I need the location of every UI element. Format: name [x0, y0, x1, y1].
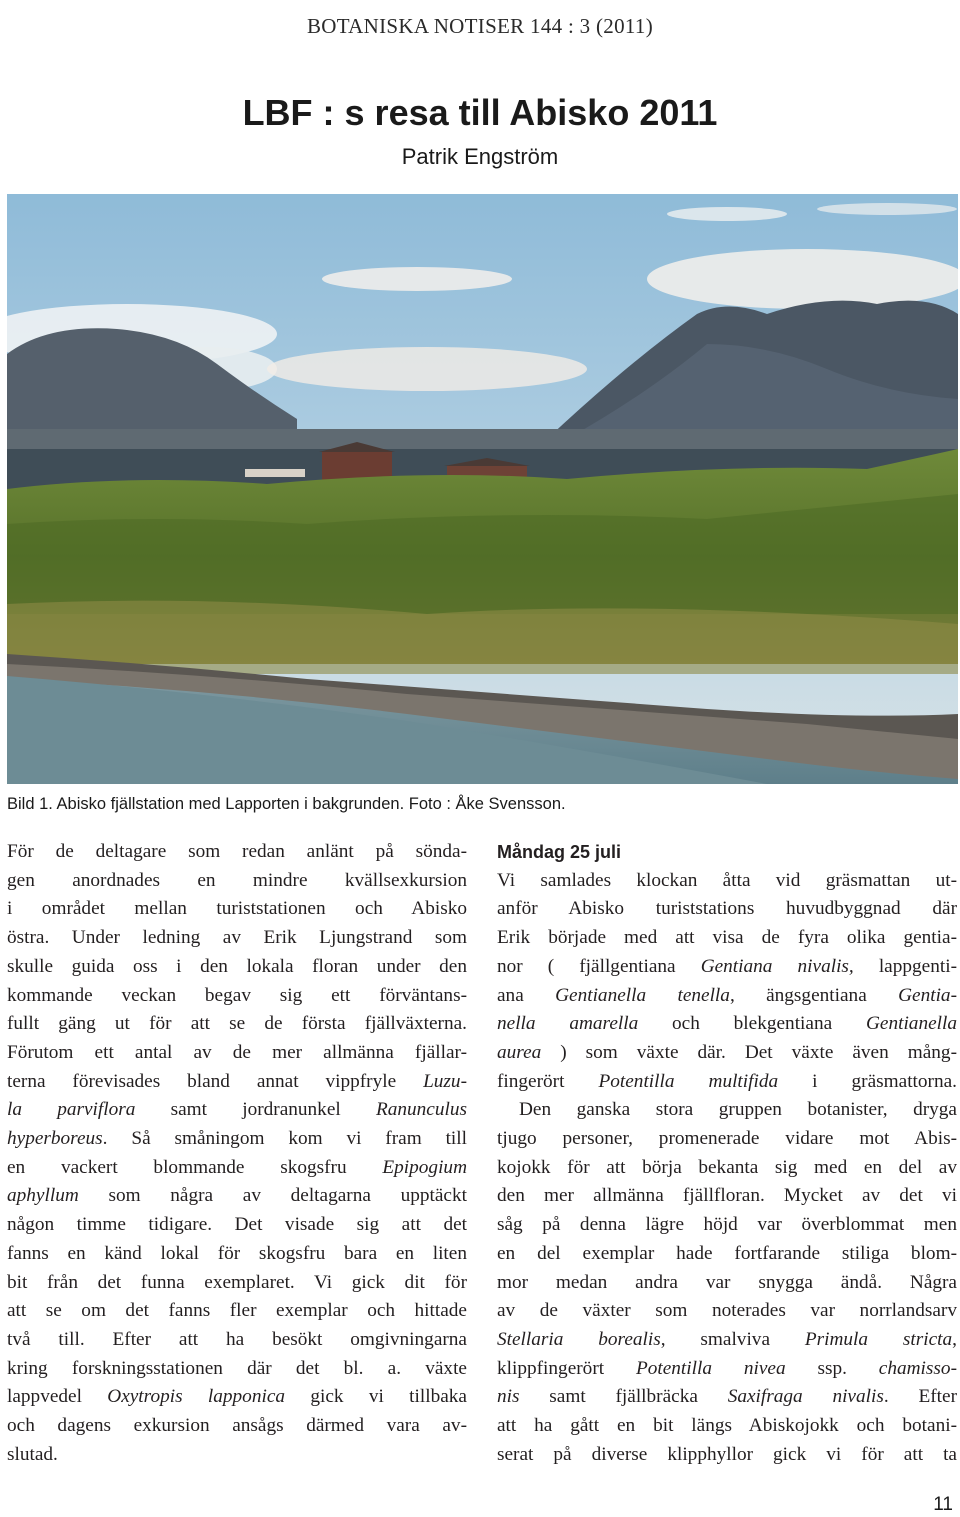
right_column.lines-line: mor medan andra var snygga ändå. Några [497, 1271, 957, 1293]
right_column.lines-line: nella amarella och blekgentiana Gentianella [497, 1013, 957, 1035]
right_column.lines-line: nor ( fjällgentiana Gentiana nivalis, lappgenti- [497, 955, 957, 977]
left_column-line: två till. Efter att ha besökt omgivningarna [7, 1328, 467, 1350]
left_column-line: fanns en känd lokal för skogsfru bara en liten [7, 1242, 467, 1264]
right_column.lines-line: Erik började med att visa de fyra olika gentia- [497, 927, 957, 949]
right-column-text [497, 838, 957, 1469]
right_column.lines-line: klippfingerört Potentilla nivea ssp. chamisso- [497, 1357, 957, 1379]
left_column-line: en vackert blommande skogsfru Epipogium [7, 1156, 467, 1178]
right_column.lines-line: fingerört Potentilla multifida i gräsmattorna. [497, 1070, 957, 1092]
right_column.lines-line: av de växter som noterades var norrlandsarv [497, 1300, 957, 1322]
right_column.lines-line: anför Abisko turiststations huvudbyggnad där [497, 898, 957, 920]
page-number: 11 [933, 1494, 953, 1515]
left-column-text [7, 838, 467, 1469]
right_column.lines-line: ana Gentianella tenella, ängsgentiana Gentia- [497, 984, 957, 1006]
left_column-line: att se om det fanns fler exemplar och hittade [7, 1300, 467, 1322]
left_column-line: kring forskningsstationen där det bl. a. växte [7, 1357, 467, 1379]
left_column-line: aphyllum som några av deltagarna upptäckt [7, 1185, 467, 1207]
figure-photo-abisko [7, 194, 958, 784]
right_column.lines-line: serat på diverse klipphyllor gick vi för att ta [497, 1443, 957, 1465]
right_column.lines-line: aurea ) som växte där. Det växte även mång- [497, 1041, 957, 1063]
right_column.lines-line: tjugo personer, promenerade vidare mot Abis- [497, 1128, 957, 1150]
left_column-line: la parviflora samt jordranunkel Ranunculus [7, 1099, 467, 1121]
left_column-line: i området mellan turiststationen och Abisko [7, 898, 467, 920]
left_column-line: fullt gäng ut för att se de första fjällväxterna. [7, 1013, 467, 1035]
left_column-line: gen anordnades en mindre kvällsexkursion [7, 869, 467, 891]
left_column-line: östra. Under ledning av Erik Ljungstrand som [7, 927, 467, 949]
left_column-line: hyperboreus. Så småningom kom vi fram till [7, 1128, 467, 1150]
left_column-line: skulle guida oss i den lokala floran under den [7, 955, 467, 977]
right_column.lines-line: kojokk för att börja bekanta sig med en del av [497, 1156, 957, 1178]
left_column-line: lappvedel Oxytropis lapponica gick vi tillbaka [7, 1386, 467, 1408]
right_column.lines-line: Vi samlades klockan åtta vid gräsmattan ut- [497, 869, 957, 891]
journal-header: BOTANISKA NOTISER 144 : 3 (2011) [306, 14, 654, 38]
left_column-line: terna förevisades bland annat vippfryle Luzu- [7, 1070, 467, 1092]
right_column.lines-line: såg på denna lägre höjd var överblommat men [497, 1214, 957, 1236]
article-title: LBF : s resa till Abisko 2011 [242, 92, 718, 133]
article-author: Patrik Engström [401, 144, 559, 169]
right_column.lines-line: att ha gått en bit längs Abiskojokk och botani- [497, 1415, 957, 1437]
left_column-line: Förutom ett antal av de mer allmänna fjällar- [7, 1041, 467, 1063]
left_column-line: och dagens exkursion ansågs därmed vara av- [7, 1415, 467, 1437]
left_column-line: kommande veckan begav sig ett förväntans- [7, 984, 467, 1006]
right_column.lines-line: en del exemplar hade fortfarande stiliga blom- [497, 1242, 957, 1264]
left_column-line: För de deltagare som redan anlänt på sönda- [7, 841, 467, 862]
left_column-line: slutad. [7, 1443, 58, 1465]
left_column-line: bit från det funna exemplaret. Vi gick dit för [7, 1271, 467, 1293]
right_column.lines-line: Den ganska stora gruppen botanister, dryga [519, 1099, 957, 1121]
section-heading: Måndag 25 juli [497, 842, 622, 862]
right_column.lines-line: den mer allmänna fjällfloran. Mycket av det vi [497, 1185, 957, 1207]
right_column.lines-line: Stellaria borealis, smalviva Primula stricta, [497, 1328, 957, 1350]
right_column.lines-line: nis samt fjällbräcka Saxifraga nivalis. Efter [497, 1386, 957, 1408]
left_column-line: någon timme tidigare. Det visade sig att det [7, 1214, 467, 1236]
figure-caption: Bild 1. Abisko fjällstation med Lapporten i bakgrunden. Foto : Åke Svensson. [7, 795, 566, 813]
